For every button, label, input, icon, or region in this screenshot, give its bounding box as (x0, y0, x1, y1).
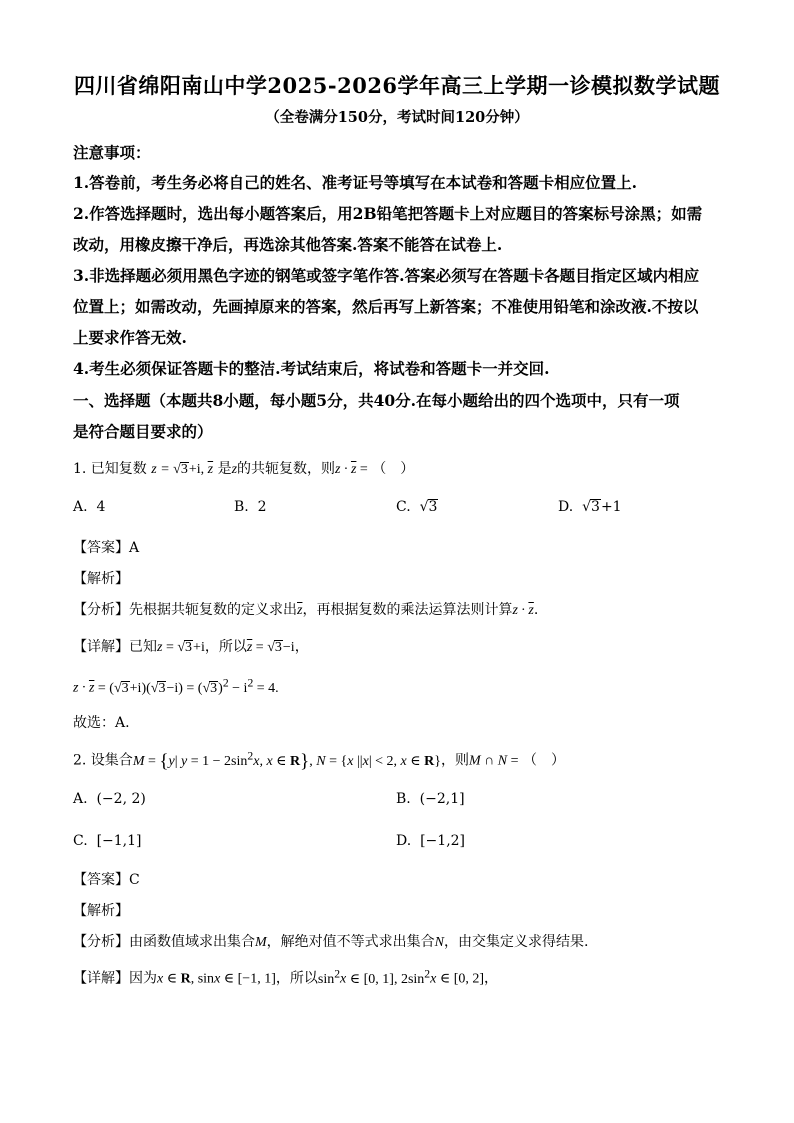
question-1-conclusion: 故选：A. (73, 715, 130, 731)
section-heading-line-1: 一、选择题（本题共8小题，每小题5分，共40分.在每小题给出的四个选项中，只有一项 (73, 391, 680, 410)
question-1-mid2: 的共轭复数，则 (237, 461, 336, 477)
question-1-expression: $z \cdot \overline{z}$ = (335, 462, 368, 477)
notice-item-4: 4.考生必须保证答题卡的整洁.考试结束后，将试卷和答题卡一并交回. (73, 359, 550, 378)
question-1-given: z = √3+i, $\overline{z}$ (151, 462, 214, 477)
question-2-fenxi: 【分析】由函数值域求出集合M，解绝对值不等式求出集合N，由交集定义求得结果. (73, 934, 589, 950)
question-2-option-b: B. (−2,1] (396, 791, 465, 807)
question-2-option-a: A. (−2, 2) (73, 791, 146, 807)
page-title: 四川省绵阳南山中学2025-2026学年高三上学期一诊模拟数学试题 (73, 73, 721, 98)
notice-heading: 注意事项： (73, 143, 151, 162)
notice-item-1: 1.答卷前，考生务必将自己的姓名、准考证号等填写在本试卷和答题卡相应位置上. (73, 173, 638, 192)
question-2-answer: 【答案】C (73, 872, 140, 888)
notice-item-3-line-3: 上要求作答无效. (73, 328, 187, 347)
question-1-option-d: D. √3+1 (558, 499, 622, 515)
question-1-option-c: C. √3 (396, 499, 438, 515)
question-1-stem (73, 458, 414, 478)
question-2-option-c: C. [−1,1] (73, 833, 142, 849)
section-heading-line-2: 是符合题目要求的） (73, 422, 213, 441)
question-1-z: z (231, 462, 238, 477)
question-2-stem: 2. 设集合M = {y| $y = 1 - 2\sin^2x$, x ∈ R}, N = {x ||x| < 2, x ∈ R}，则M ∩ N = （ ） (73, 749, 565, 772)
notice-item-3-line-1: 3.非选择题必须用黑色字迹的钢笔或签字笔作答.答案必须写在答题卡各题目指定区域内相应 (73, 266, 700, 285)
notice-item-2-line-2: 改动，用橡皮擦干净后，再选涂其他答案.答案不能答在试卷上. (73, 235, 503, 254)
question-2-option-d: D. [−1,2] (396, 833, 466, 849)
question-1-answer: 【答案】A (73, 540, 140, 556)
question-1-computation: $z \cdot \overline{z} = (√3+i)(√3-i) = (√3)^2 - i^2 = 4$. (73, 676, 279, 696)
question-1-prefix: 1. 已知复数 (73, 461, 147, 477)
question-1-fenxi: 【分析】先根据共轭复数的定义求出$\overline{z}$，再根据复数的乘法运算法则计算$z \cdot \overline{z}$. (73, 602, 539, 618)
question-2-analysis-tag: 【解析】 (73, 903, 129, 919)
notice-item-2-line-1: 2.作答选择题时，选出每小题答案后，用2B铅笔把答题卡上对应题目的答案标号涂黑；如需 (73, 204, 703, 223)
question-1-analysis-tag: 【解析】 (73, 571, 129, 587)
question-1-suffix: （ ） (372, 461, 415, 477)
page-subtitle: （全卷满分150分，考试时间120分钟） (265, 109, 529, 126)
question-1-option-b: B. 2 (234, 499, 267, 515)
notice-item-3-line-2: 位置上；如需改动，先画掉原来的答案，然后再写上新答案；不准使用铅笔和涂改液.不按以 (73, 297, 699, 316)
question-1-mid: 是 (217, 461, 232, 477)
question-1-xiangjie: 【详解】已知z = √3+i，所以$\overline{z} = √3-i$， (73, 639, 309, 655)
question-2-xiangjie: 【详解】因为x ∈ R, sinx ∈ [−1, 1]，所以$\sin^2x$ ∈ [0, 1], $2\sin^2x$ ∈ [0, 2]， (73, 967, 499, 987)
question-1-option-a: A. 4 (73, 499, 106, 515)
